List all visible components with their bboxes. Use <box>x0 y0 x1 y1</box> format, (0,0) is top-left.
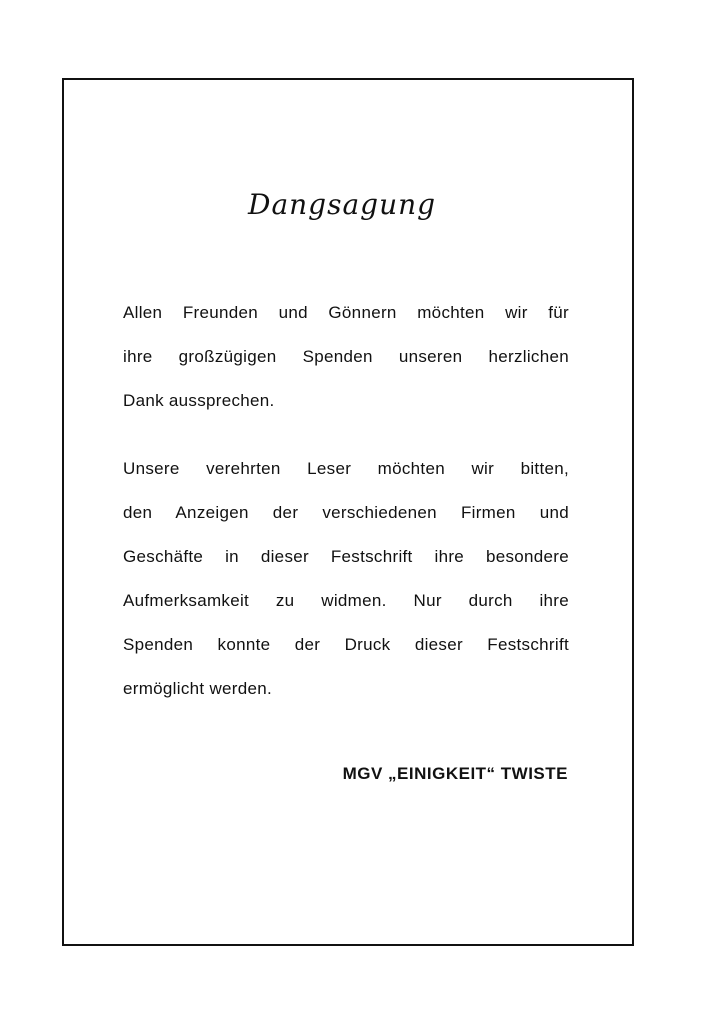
paragraph-request <box>123 447 569 711</box>
page-title: Dangsagung <box>248 188 437 221</box>
paragraph-line: Aufmerksamkeit zu widmen. Nur durch ihre <box>123 591 569 610</box>
paragraph-line: ermöglicht werden. <box>123 679 273 698</box>
signature: MGV „EINIGKEIT“ TWISTE <box>342 764 568 783</box>
paragraph-line: ihre großzügigen Spenden unseren herzlichen <box>123 347 569 366</box>
paragraph-thanks <box>123 291 569 423</box>
paragraph-line: Unsere verehrten Leser möchten wir bitten, <box>123 459 569 478</box>
paragraph-line: Geschäfte in dieser Festschrift ihre besondere <box>123 547 569 566</box>
paragraph-line: Dank aussprechen. <box>123 391 275 410</box>
paragraph-line: Allen Freunden und Gönnern möchten wir für <box>123 303 569 322</box>
paragraph-line: Spenden konnte der Druck dieser Festschrift <box>123 635 569 654</box>
paragraph-line: den Anzeigen der verschiedenen Firmen und <box>123 503 569 522</box>
